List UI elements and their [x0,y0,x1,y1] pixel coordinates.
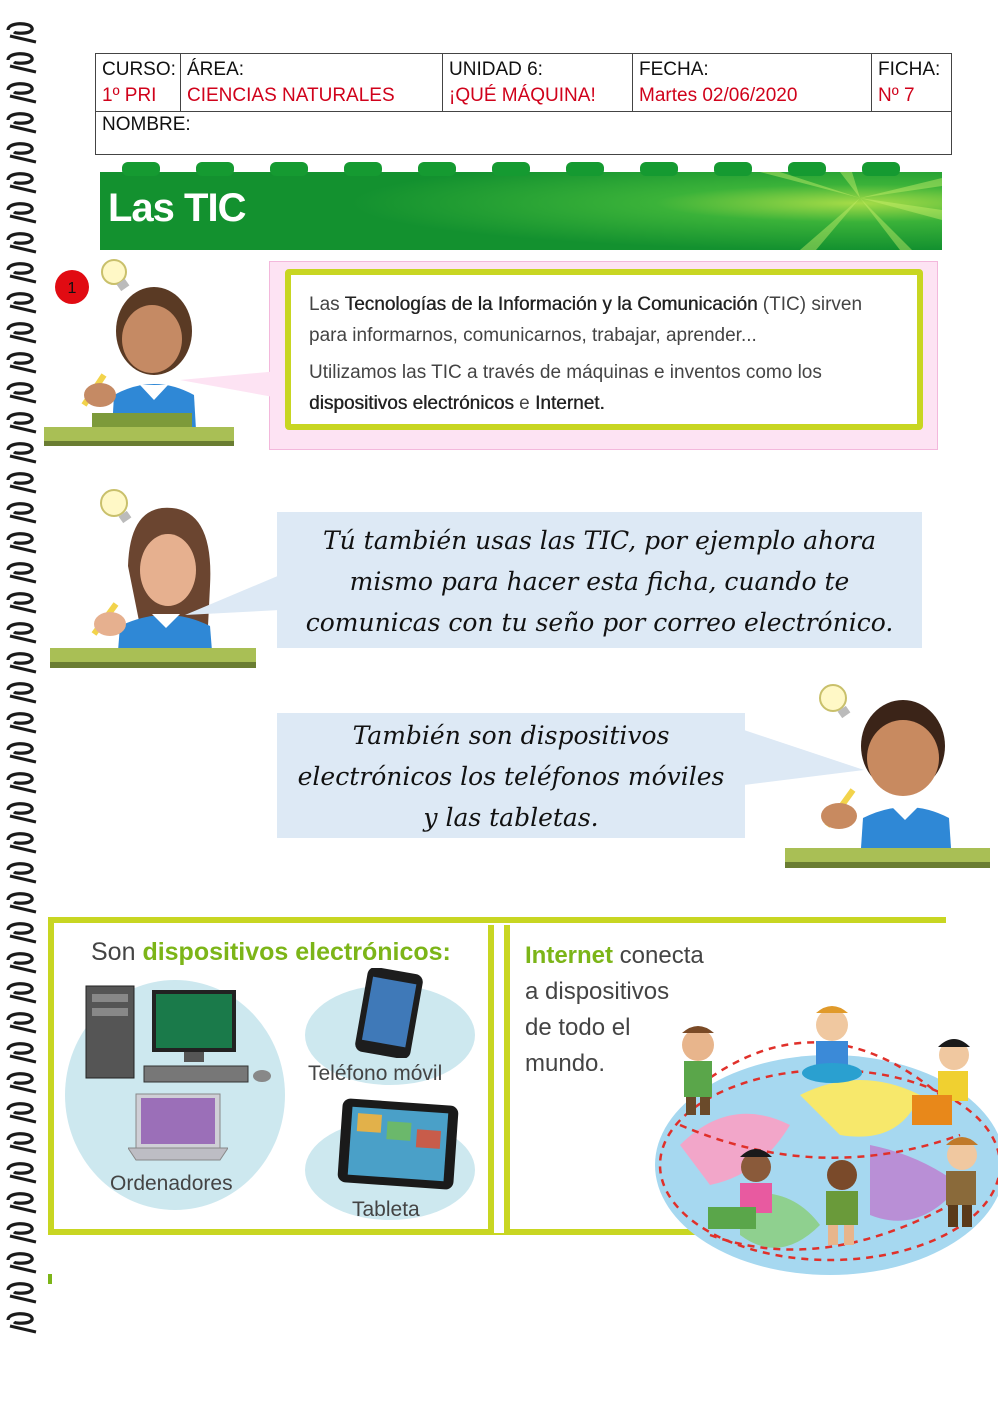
speech-2-line-3: y las tabletas. [423,803,599,832]
ficha-value: Nº 7 [878,85,915,106]
internet-bold: Internet [525,942,614,969]
telefono-label: Teléfono móvil [308,1062,443,1085]
curso-value: 1º PRI [102,85,157,106]
section-marker [48,1274,52,1284]
lightbulb-icon [101,490,131,523]
fecha-value: Martes 02/06/2020 [639,85,798,106]
ordenadores-label: Ordenadores [110,1172,233,1195]
desktop-computer-icon [80,982,280,1092]
info-paragraph-2: Utilizamos las TIC a través de máquinas e inventos como los dispositivos electrónicos e Internet. [309,362,822,414]
child-1-illustration [44,255,244,450]
curso-label: CURSO: [102,59,176,80]
speech-1-line-3: comunicas con tu seño por correo electrónico. [305,608,894,637]
fecha-cell [633,54,872,111]
mobile-phone-icon [355,968,425,1058]
speech-1-line-2: mismo para hacer esta ficha, cuando te [349,567,850,596]
unidad-cell [443,54,633,111]
devices-heading: Son dispositivos electrónicos: [91,938,451,966]
area-label: ÁREA: [187,59,245,80]
speech-2-line-1: También son dispositivos [352,721,670,750]
area-value: CIENCIAS NATURALES [187,85,395,106]
spiral-binding [4,22,44,1352]
speech-pointer [185,570,280,625]
lightbulb-icon [102,260,129,291]
speech-pointer [180,360,290,410]
speech-2-line-2: electrónicos los teléfonos móviles [297,762,725,791]
internet-text: Internet conecta a dispositivos de todo el mundo. [525,942,704,1077]
info-paragraph-1: Las Tecnologías de la Información y la Comunicación (TIC) sirven para informarnos, comunicarnos, trabajar, aprender... [309,294,863,346]
tableta-label: Tableta [352,1198,420,1221]
info-box [285,269,923,430]
ficha-cell [872,54,951,111]
header-table [95,53,952,155]
child-figure-icon [802,1006,862,1083]
page-title: Las TIC [108,186,246,230]
tablet-icon [336,1098,460,1190]
speech-bubble-1 [277,512,922,648]
lightbulb-icon [820,685,850,718]
area-cell [181,54,443,111]
speech-bubble-2 [277,713,745,838]
fecha-label: FECHA: [639,59,709,80]
speech-1-line-1: Tú también usas las TIC, por ejemplo ahora [322,526,877,555]
unidad-value: ¡QUÉ MÁQUINA! [449,85,596,106]
ficha-label: FICHA: [878,59,941,80]
nombre-label: NOMBRE: [102,114,191,135]
laptop-icon [128,1090,228,1170]
globe-illustration [620,975,998,1285]
unidad-label: UNIDAD 6: [449,59,543,80]
child-3-illustration [785,678,995,878]
badge-number: 1 [67,280,77,297]
header-row [96,54,951,112]
curso-cell [96,54,181,111]
devices-divider [488,925,510,1233]
